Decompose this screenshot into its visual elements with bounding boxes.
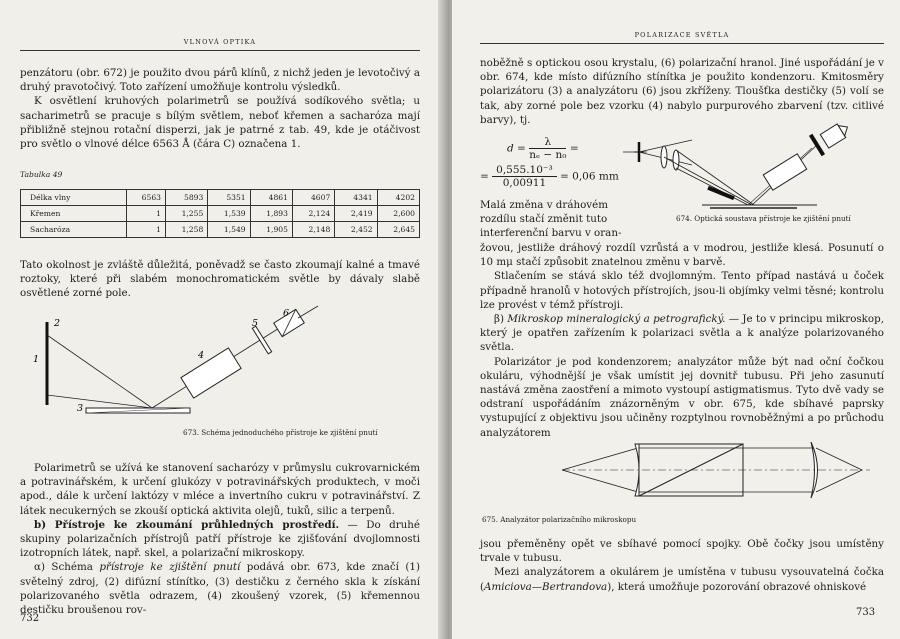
page-number: 733 [856,607,876,618]
paragraph: Polarizátor je pod kondenzorem; analyzátor může být nad oční čočkou okuláru, výhodnější je však umístit jej dovnitř tubusu. Při jeho zasunutí nastává změna zaostření a mimoto vystoupí astigmatismus. Tyto dvě vady se odstraní uspořádáním znázorněným v obr. 675, kde sbíhavé paprsky vystupující z objektivu jsou učiněny rozptylnou rovnoběžnými a po průchodu analyzátorem [480,355,884,439]
table-cell: 2,452 [335,222,377,238]
figure-label: 6 [283,308,290,319]
text-line: Malá změna v dráhovém [480,199,608,211]
table-cell: 1,255 [165,206,207,222]
figure-675-caption: 675. Analyzátor polarizačního mikroskopu [482,515,637,524]
figure-label: 5 [252,318,259,329]
figure-label: 3 [77,403,84,414]
table-cell: 1,539 [208,206,250,222]
page-number: 732 [20,613,40,624]
paragraph: Mezi analyzátorem a okulárem je umístěna v tubusu vysouvatelná čočka (Amiciova—Bertrandova), která umožňuje pozorování obrazové ohniskové [480,566,884,593]
paragraph: žovou, jestliže dráhový rozdíl vzrůstá a v modrou, jestliže klesá. Posunutí o 10 mμ stačí způsobit znatelnou změnu v barvě. [480,242,884,269]
equation-1: d = $\frac{\lambda}{\text{nₑ − n₀}}$ = [507,136,579,161]
sample-box [181,348,241,398]
table-cell: 4341 [335,190,377,206]
table-cell: 4202 [377,190,419,206]
table-label: Tabulka 49 [20,170,63,179]
table-cell: 2,645 [377,222,419,238]
section-heading: b) Přístroje ke zkoumání průhledných prostředí. [34,518,340,531]
figure-label: 4 [198,350,205,361]
running-head-right: POLARIZACE SVĚTLA [634,31,730,39]
left-text-block-3 [20,461,420,617]
right-text-block-3 [480,537,884,594]
paragraph: K osvětlení kruhových polarimetrů se používá sodíkového světla; u sacharimetrů se pracuje s bílým světlem, neboť křemen a sacharóza mají přibližně stejnou rotační disperzi, jak je patrné z tab. 49, kde je otáčivost pro světlo o vlnové délce 6563 Å (čára C) označena 1. [20,95,420,151]
quartz-plate [252,326,271,354]
table-cell: 5351 [208,190,250,206]
table-cell: 1,549 [208,222,250,238]
table-cell: Sacharóza [21,222,127,238]
paragraph: noběžně s optickou osou krystalu, (6) polarizační hranol. Jiné uspořádání je v obr. 674, kde místo difúzního stínítka je použito kondenzoru. Kmitosměry polarizátoru (3) a analyzátoru (6) jsou zkříženy. Tloušťka destičky (5) volí se tak, aby zorné pole bez vzorku (4) nabylo purpurového zbarvení (tzv. citlivé barvy), tj. [480,57,884,126]
figure-674-caption: 674. Optická soustava přístroje ke zjištění pnutí [676,214,851,223]
paragraph: Stlačením se stává sklo též dvojlomným. Tento případ nastává u čoček případně hranolů v hotových přístrojích, jsou-li objímky velmi těsné; kontrolu lze provést v témž přístroji. [480,270,884,311]
table-cell: 6563 [127,190,166,206]
table-cell: 1,905 [250,222,292,238]
table-cell: 2,600 [377,206,419,222]
paragraph: penzátoru (obr. 672) je použito dvou párů klínů, z nichž jeden je levotočivý a druhý pravotočivý. Toto zařízení umožňuje kontrolu výsledků. [20,67,420,94]
paragraph: Tato okolnost je zvláště důležitá, poněvadž se často zkoumají kalné a tmavé roztoky, které při slabém monochromatickém světle by dávaly slabě osvětlené zorné pole. [20,259,420,300]
table-cell: Křemen [21,206,127,222]
table-cell: 1,893 [250,206,292,222]
paragraph: β) Mikroskop mineralogický a petrografický. — Je to v principu mikroskop, který je opatřen zařízením k polarizaci světla a k analýze polarizovaného světla. [480,313,884,354]
paragraph: jsou přeměněny opět ve sbíhavé pomocí spojky. Obě čočky jsou umístěny trvale v tubusu. [480,538,884,565]
table-cell: 4607 [292,190,334,206]
figure-label: 2 [54,318,61,329]
table-cell: 5893 [165,190,207,206]
figure-label: 1 [33,354,40,365]
paragraph: α) Schéma přístroje ke zjištění pnutí podává obr. 673, kde značí (1) světelný zdroj, (2) difúzní stínítko, (3) destičku z černého skla k získání polarizovaného světla odrazem, (4) zkoušený vzorek, (5) křemennou destičku broušenou rov- [20,561,420,617]
text-line: interferenční barvu v oran- [480,227,622,240]
table-cell: Délka vlny [21,190,127,206]
table-cell: 2,419 [335,206,377,222]
table-cell: 1 [127,222,166,238]
equation-2: = $\frac{\text{0,555.10⁻³}}{0,00911}$ = 0,06 mm [480,164,619,189]
converging-lens [811,442,818,498]
table-cell: 1 [127,206,166,222]
right-page [452,0,900,639]
left-page [0,0,444,639]
figure-673-caption: 673. Schéma jednoduchého přístroje ke zjištění pnutí [183,428,378,437]
paragraph: b) Přístroje ke zkoumání průhledných prostředí. — Do druhé skupiny polarizačních přístrojů patří přístroje ke zjišťování dvojlomnosti izotropních látek, např. skel, a polarizační mikroskopy. [20,518,421,560]
table-cell: 2,148 [292,222,334,238]
table-cell: 1,258 [165,222,207,238]
table-cell: 2,124 [292,206,334,222]
running-head-left: VLNOVÁ OPTIKA [183,38,257,46]
text-line: rozdílu stačí změnit tuto [480,213,608,226]
paragraph: Polarimetrů se užívá ke stanovení sacharózy v průmyslu cukrovarnickém a potravinářském, k určení glukózy v potravinářských produktech, v moči apod., dále k určení laktózy v mléce a invertního cukru v potravinářství. Z látek necukerných se zkouší optická aktivita olejů, tuků, silic a terpenů. [20,462,420,517]
table-cell: 4861 [250,190,292,206]
